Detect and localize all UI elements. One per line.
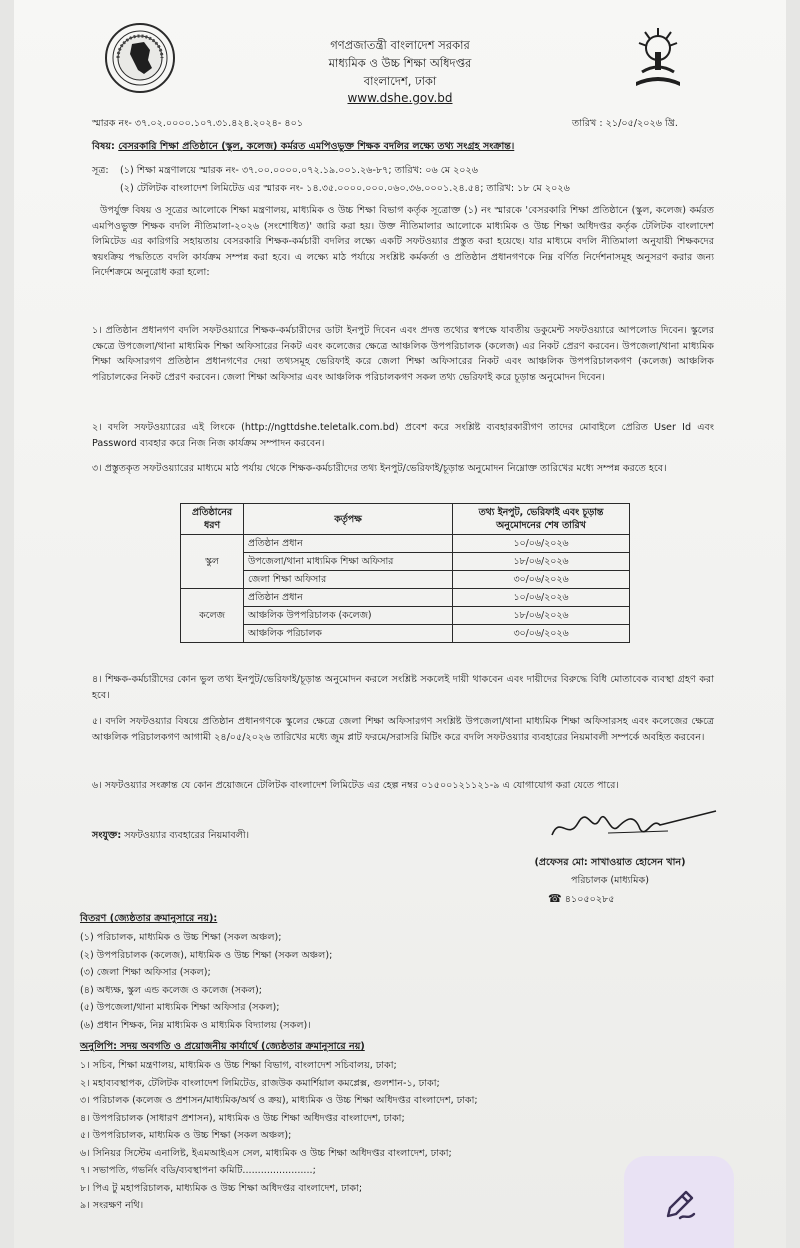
refs-label: সূত্র: bbox=[92, 165, 109, 176]
table-cell-date: ১৮/০৬/২০২৬ bbox=[453, 607, 630, 625]
list-item: (৬) প্রধান শিক্ষক, নিম্ন মাধ্যমিক ও মাধ্যমিক বিদ্যালয় (সকল)। bbox=[80, 1019, 311, 1031]
header-line-1: গণপ্রজাতন্ত্রী বাংলাদেশ সরকার bbox=[330, 38, 470, 52]
table-row bbox=[181, 571, 630, 589]
edit-markup-button[interactable] bbox=[624, 1156, 734, 1248]
list-item: (৫) উপজেলা/থানা মাধ্যমিক শিক্ষা অফিসার (সকল); bbox=[80, 1002, 280, 1013]
signatory-phone-row bbox=[548, 892, 615, 906]
list-item: ২। মহাব্যবস্থাপক, টেলিটক বাংলাদেশ লিমিটেড, রাজউক কমার্শিয়াল কমপ্লেক্স, গুলশান-১, ঢাকা; bbox=[80, 1077, 440, 1089]
website-link[interactable]: www.dshe.gov.bd bbox=[347, 91, 453, 105]
table-cell-authority: প্রতিষ্ঠান প্রধান bbox=[244, 589, 453, 607]
table-row bbox=[181, 553, 630, 571]
table-cell-date: ১০/০৬/২০২৬ bbox=[453, 535, 630, 553]
list-item: (৪) অধ্যক্ষ, স্কুল এন্ড কলেজ ও কলেজ (সকল); bbox=[80, 984, 262, 996]
table-cell-date: ১৮/০৬/২০২৬ bbox=[453, 553, 630, 571]
ref-item-2: (২) টেলিটক বাংলাদেশ লিমিটেড এর স্মারক নং- ১৪.৩৫.০০০০.০০০.০৬০.৩৬.০০০১.২৪.৫৪; তারিখ: ১৮ মে ২০২৬ bbox=[120, 183, 570, 194]
table-group-type: স্কুল bbox=[181, 535, 244, 589]
list-item: (৩) জেলা শিক্ষা অফিসার (সকল); bbox=[80, 967, 211, 978]
signature-icon bbox=[548, 805, 718, 845]
deadline-table bbox=[180, 503, 630, 643]
table-row bbox=[181, 607, 630, 625]
table-cell-authority: আঞ্চলিক উপপরিচালক (কলেজ) bbox=[244, 607, 453, 625]
signatory-name: (প্রফেসর মো: সাখাওয়াত হোসেন খান) bbox=[534, 857, 686, 868]
list-item: ৭। সভাপতি, গভর্নিং বডি/ব্যবস্থাপনা কমিটি.......................; bbox=[80, 1165, 316, 1176]
distribution-title: বিতরণ (জ্যেষ্ঠতার ক্রমানুসারে নয়): bbox=[80, 913, 218, 924]
point-3: ৩। প্রস্তুতকৃত সফটওয়্যারের মাধ্যমে মাঠ পর্যায় থেকে শিক্ষক-কর্মচারীদের তথ্য ইনপুট/ভেরিফাই/চূড়ান্ত অনুমোদন নিম্নোক্ত তারিখের মধ্যে সম্পন্ন করতে হবে। bbox=[92, 463, 667, 474]
header-line-2: মাধ্যমিক ও উচ্চ শিক্ষা অধিদপ্তর bbox=[328, 56, 472, 70]
subject-text: বেসরকারি শিক্ষা প্রতিষ্ঠানে (স্কুল, কলেজ) কর্মরত এমপিওভুক্ত শিক্ষক বদলির লক্ষ্যে তথ্য সংগ্রহ সংক্রান্ত। bbox=[118, 141, 515, 152]
list-item: ৮। পিএ টু মহাপরিচালক, মাধ্যমিক ও উচ্চ শিক্ষা অধিদপ্তর বাংলাদেশ, ঢাকা; bbox=[80, 1182, 363, 1194]
table-cell-authority: উপজেলা/থানা মাধ্যমিক শিক্ষা অফিসার bbox=[244, 553, 453, 571]
table-header-type: প্রতিষ্ঠানের ধরণ bbox=[181, 504, 244, 535]
table-cell-authority: আঞ্চলিক পরিচালক bbox=[244, 625, 453, 643]
attachment-line bbox=[92, 829, 249, 842]
phone-icon: ☎ bbox=[548, 892, 562, 905]
subject-line bbox=[92, 140, 722, 153]
signatory-phone: ৪১০৫০২৮৫ bbox=[564, 894, 615, 905]
list-item: ৯। সংরক্ষণ নথি। bbox=[80, 1200, 144, 1211]
list-item: ৫। উপপরিচালক, মাধ্যমিক ও উচ্চ শিক্ষা (সকল অঞ্চল); bbox=[80, 1130, 292, 1141]
table-group-type: কলেজ bbox=[181, 589, 244, 643]
header-line-3: বাংলাদেশ, ঢাকা bbox=[363, 74, 437, 88]
right-edge-shadow bbox=[786, 0, 800, 1248]
pen-edit-icon bbox=[662, 1186, 698, 1222]
list-item: ১। সচিব, শিক্ষা মন্ত্রণালয়, মাধ্যমিক ও উচ্চ শিক্ষা বিভাগ, বাংলাদেশ সচিবালয়, ঢাকা; bbox=[80, 1060, 397, 1071]
table-cell-date: ৩০/০৬/২০২৬ bbox=[453, 571, 630, 589]
ref-item-1: (১) শিক্ষা মন্ত্রণালয়ে স্মারক নং- ৩৭.০০.০০০০.০৭২.১৯.০০১.২৬-৮৭; তারিখ: ০৬ মে ২০২৬ bbox=[120, 165, 479, 176]
point-6: ৬। সফটওয়্যার সংক্রান্ত যে কোন প্রয়োজনে টেলিটক বাংলাদেশ লিমিটেড এর হেল্প নম্বর ০১৫০০১২১১২১-৯ এ যোগাযোগ করা যেতে পারে। bbox=[92, 780, 619, 791]
intro-paragraph: উপর্যুক্ত বিষয় ও সূত্রের আলোকে শিক্ষা মন্ত্রণালয়, মাধ্যমিক ও উচ্চ শিক্ষা বিভাগ কর্তৃক সূত্রোক্ত (১) নং স্মারকে 'বেসরকারি শিক্ষা প্রতিষ্ঠানে (স্কুল, কলেজ) কর্মরত এমপিওভুক্ত শিক্ষক বদলি নীতিমালা-২০২৬ (সংশোধিত)' জারি করা হয়। উক্ত নীতিমালার আলোকে মাধ্যমিক ও উচ্চ শিক্ষা অধিদপ্তর কর্তৃক টেলিটক বাংলাদেশ লিমিটেড এর কারিগরি সহায়তায় বেসরকারি শিক্ষক-কর্মচারী বদলির লক্ষ্যে একটি সফটওয়্যার প্রস্তুত করা হয়েছে। যার মাধ্যমে বদলি নীতিমালা অনুযায়ী শিক্ষকদের স্বয়ংক্রিয় পদ্ধতিতে বদলি কার্যক্রম সম্পন্ন করা হবে। এ লক্ষ্যে মাঠ পর্যায়ে সংশ্লিষ্ট কর্মকর্তা ও প্রতিষ্ঠান প্রধানগণকে নিম্ন বর্ণিত নির্দেশনাসমূহ অনুসরণ করার জন্য নির্দেশক্রমে অনুরোধ করা হলো: bbox=[92, 205, 714, 278]
table-cell-authority: জেলা শিক্ষা অফিসার bbox=[244, 571, 453, 589]
attachment-label: সংযুক্ত: bbox=[92, 830, 122, 841]
table-cell-date: ৩০/০৬/২০২৬ bbox=[453, 625, 630, 643]
point-2: ২। বদলি সফটওয়্যারের এই লিংকে (http://ngttdshe.teletalk.com.bd) প্রবেশ করে সংশ্লিষ্ট ব্যবহারকারীগণ তাদের মোবাইলে প্রেরিত User Id এবং Password ব্যবহার করে নিজ নিজ কার্যক্রম সম্পাদন করবেন। bbox=[92, 422, 714, 449]
table-row bbox=[181, 625, 630, 643]
table-header-row bbox=[181, 504, 630, 535]
list-item: ৪। উপপরিচালক (সাধারণ প্রশাসন), মাধ্যমিক ও উচ্চ শিক্ষা অধিদপ্তর বাংলাদেশ, ঢাকা; bbox=[80, 1112, 405, 1124]
table-header-authority: কর্তৃপক্ষ bbox=[244, 504, 453, 535]
table-header-deadline: তথ্য ইনপুট, ভেরিফাই এবং চূড়ান্ত অনুমোদনের শেষ তারিখ bbox=[453, 504, 630, 535]
list-item: (১) পরিচালক, মাধ্যমিক ও উচ্চ শিক্ষা (সকল অঞ্চল); bbox=[80, 932, 282, 943]
list-item: (২) উপপরিচালক (কলেজ), মাধ্যমিক ও উচ্চ শিক্ষা (সকল অঞ্চল); bbox=[80, 949, 333, 961]
left-edge-shadow bbox=[0, 0, 14, 1248]
distribution-list bbox=[80, 929, 720, 1034]
list-item: ৩। পরিচালক (কলেজ ও প্রশাসন/মাধ্যমিক/অর্থ ও ক্রয়), মাধ্যমিক ও উচ্চ শিক্ষা অধিদপ্তর বাংলাদেশ, ঢাকা; bbox=[80, 1095, 478, 1106]
point-4: ৪। শিক্ষক-কর্মচারীদের কোন ভুল তথ্য ইনপুট/ভেরিফাই/চূড়ান্ত অনুমোদন করলে সংশ্লিষ্ট সকলেই দায়ী থাকবেন এবং দায়ীদের বিরুদ্ধে বিধি মোতাবেক ব্যবস্থা গ্রহণ করা হবে। bbox=[92, 674, 714, 701]
table-cell-authority: প্রতিষ্ঠান প্রধান bbox=[244, 535, 453, 553]
attachment-text: সফটওয়্যার ব্যবহারের নিয়মাবলী। bbox=[124, 830, 250, 841]
copies-title: অনুলিপি: সদয় অবগতি ও প্রয়োজনীয় কার্যার্থে (জ্যেষ্ঠতার ক্রমানুসারে নয়) bbox=[80, 1041, 365, 1052]
list-item: ৬। সিনিয়র সিস্টেম এনালিষ্ট, ইএমআইএস সেল, মাধ্যমিক ও উচ্চ শিক্ষা অধিদপ্তর বাংলাদেশ, ঢাকা; bbox=[80, 1147, 452, 1159]
point-5: ৫। বদলি সফটওয়্যার বিষয়ে প্রতিষ্ঠান প্রধানগণকে স্কুলের ক্ষেত্রে জেলা শিক্ষা অফিসারগণ সংশ্লিষ্ট উপজেলা/থানা মাধ্যমিক শিক্ষা অফিসারসহ এবং কলেজের ক্ষেত্রে আঞ্চলিক পরিচালকগণ আগামী ২৪/০৫/২০২৬ তারিখের মধ্যে জুম প্লাট ফরমে/সরাসরি মিটিং করে বদলি সফটওয়্যার ব্যবহারের নিয়মাবলী সম্পর্কে অবহিত করবেন। bbox=[92, 716, 714, 743]
table-cell-date: ১০/০৬/২০২৬ bbox=[453, 589, 630, 607]
table-row bbox=[181, 589, 630, 607]
subject-label: বিষয়: bbox=[92, 141, 115, 152]
table-row bbox=[181, 535, 630, 553]
signatory-title: পরিচালক (মাধ্যমিক) bbox=[571, 875, 649, 886]
header-website-row bbox=[0, 91, 800, 105]
memo-date: তারিখ : ২১/০৫/২০২৬ খ্রি. bbox=[572, 118, 678, 129]
memo-number: স্মারক নং- ৩৭.০২.০০০০.১০৭.৩১.৪২৪.২০২৪- ৪০১ bbox=[92, 118, 304, 129]
point-1: ১। প্রতিষ্ঠান প্রধানগণ বদলি সফটওয়্যারে শিক্ষক-কর্মচারীদের ডাটা ইনপুট দিবেন এবং প্রদত্ত তথ্যের স্বপক্ষে যাবতীয় ডকুমেন্ট সফটওয়্যারে আপলোড দিবেন। স্কুলের ক্ষেত্রে উপজেলা/থানা মাধ্যমিক শিক্ষা অফিসারের নিকট এবং কলেজের ক্ষেত্রে আঞ্চলিক উপপরিচালক (কলেজ) এর নিকট প্রেরণ করবেন। উপজেলা/থানা মাধ্যমিক শিক্ষা অফিসারগণ প্রতিষ্ঠান প্রধানগণের দেয়া তথ্যসমূহ ভেরিফাই করে জেলা শিক্ষা অফিসারের নিকট এবং আঞ্চলিক উপপরিচালকগণ (কলেজ) আঞ্চলিক পরিচালকের নিকট প্রেরণ করবেন। জেলা শিক্ষা অফিসার এবং আঞ্চলিক পরিচালকগণ সকল তথ্য ভেরিফাই করে চূড়ান্ত অনুমোদন দিবেন। bbox=[92, 325, 714, 383]
